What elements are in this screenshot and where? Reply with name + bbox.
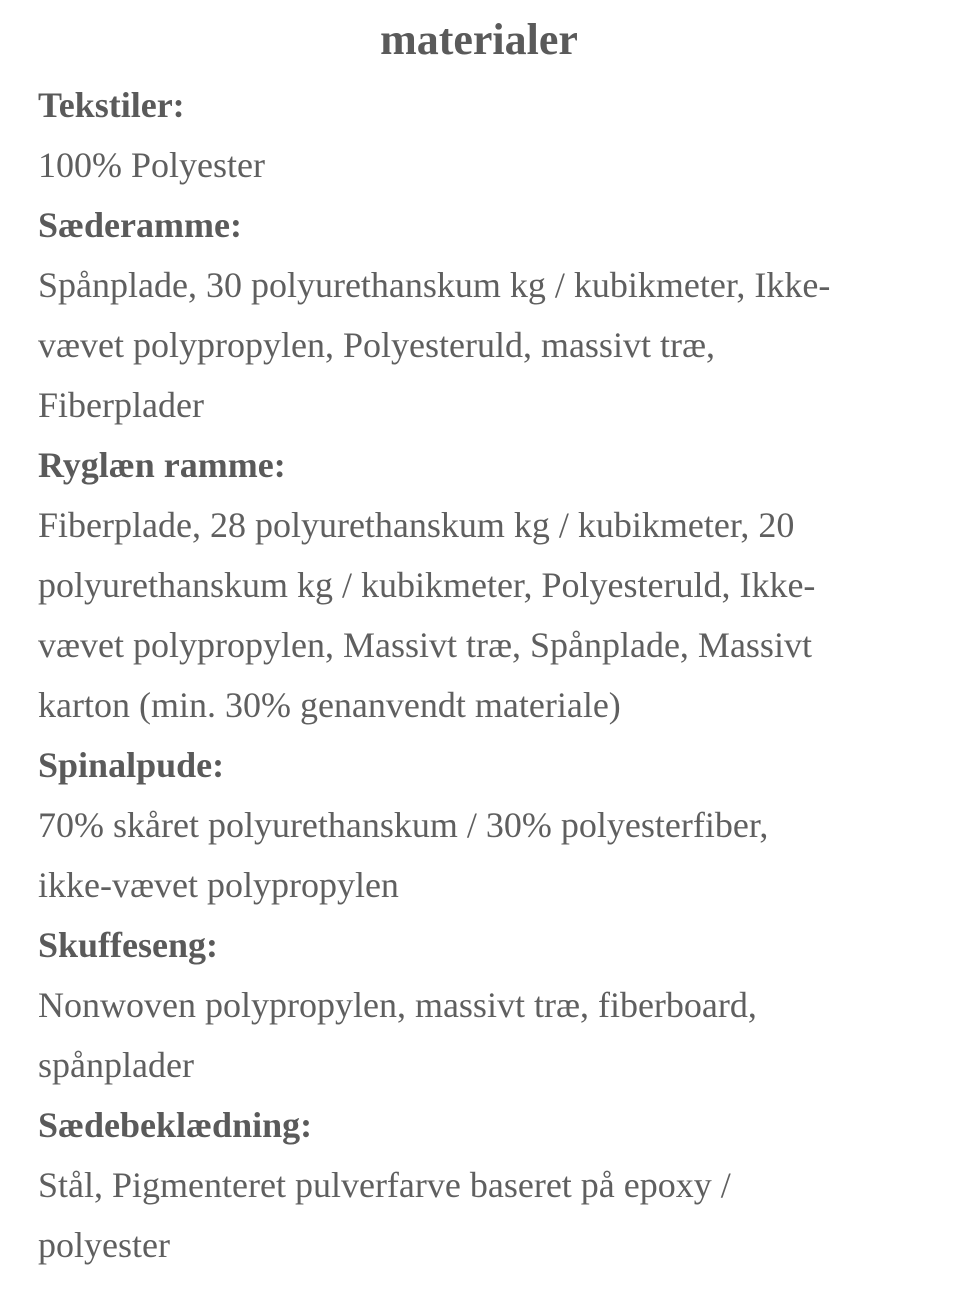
section-line: 70% skåret polyurethanskum / 30% polyesterfiber, xyxy=(38,805,769,845)
section-label: Tekstiler: xyxy=(38,85,185,125)
section-label: Sæderamme: xyxy=(38,205,242,245)
section-line: Fiberplader xyxy=(38,385,204,425)
section-line: vævet polypropylen, Polyesteruld, massivt træ, xyxy=(38,325,715,365)
section-label: Sædebeklædning: xyxy=(38,1105,313,1145)
section-drawer-bed xyxy=(38,915,920,1095)
section-label: Spinalpude: xyxy=(38,745,225,785)
materials-list xyxy=(38,75,920,1275)
section-spinal-cushion xyxy=(38,735,920,915)
section-line: polyurethanskum kg / kubikmeter, Polyesteruld, Ikke- xyxy=(38,565,816,605)
section-seat-cover xyxy=(38,1095,920,1275)
section-line: Stål, Pigmenteret pulverfarve baseret på epoxy / xyxy=(38,1165,731,1205)
section-seat-frame xyxy=(38,195,920,435)
section-line: Spånplade, 30 polyurethanskum kg / kubikmeter, Ikke- xyxy=(38,265,831,305)
section-line: Nonwoven polypropylen, massivt træ, fiberboard, xyxy=(38,985,757,1025)
section-line: Fiberplade, 28 polyurethanskum kg / kubikmeter, 20 xyxy=(38,505,795,545)
section-backrest-frame xyxy=(38,435,920,735)
section-line: spånplader xyxy=(38,1045,194,1085)
section-line: 100% Polyester xyxy=(38,145,265,185)
section-line: ikke-vævet polypropylen xyxy=(38,865,399,905)
section-line: vævet polypropylen, Massivt træ, Spånplade, Massivt xyxy=(38,625,812,665)
section-line: karton (min. 30% genanvendt materiale) xyxy=(38,685,621,725)
section-textiles xyxy=(38,75,920,195)
section-label: Skuffeseng: xyxy=(38,925,219,965)
section-line: polyester xyxy=(38,1225,170,1265)
page-title: materialer xyxy=(380,15,578,64)
section-label: Ryglæn ramme: xyxy=(38,445,286,485)
